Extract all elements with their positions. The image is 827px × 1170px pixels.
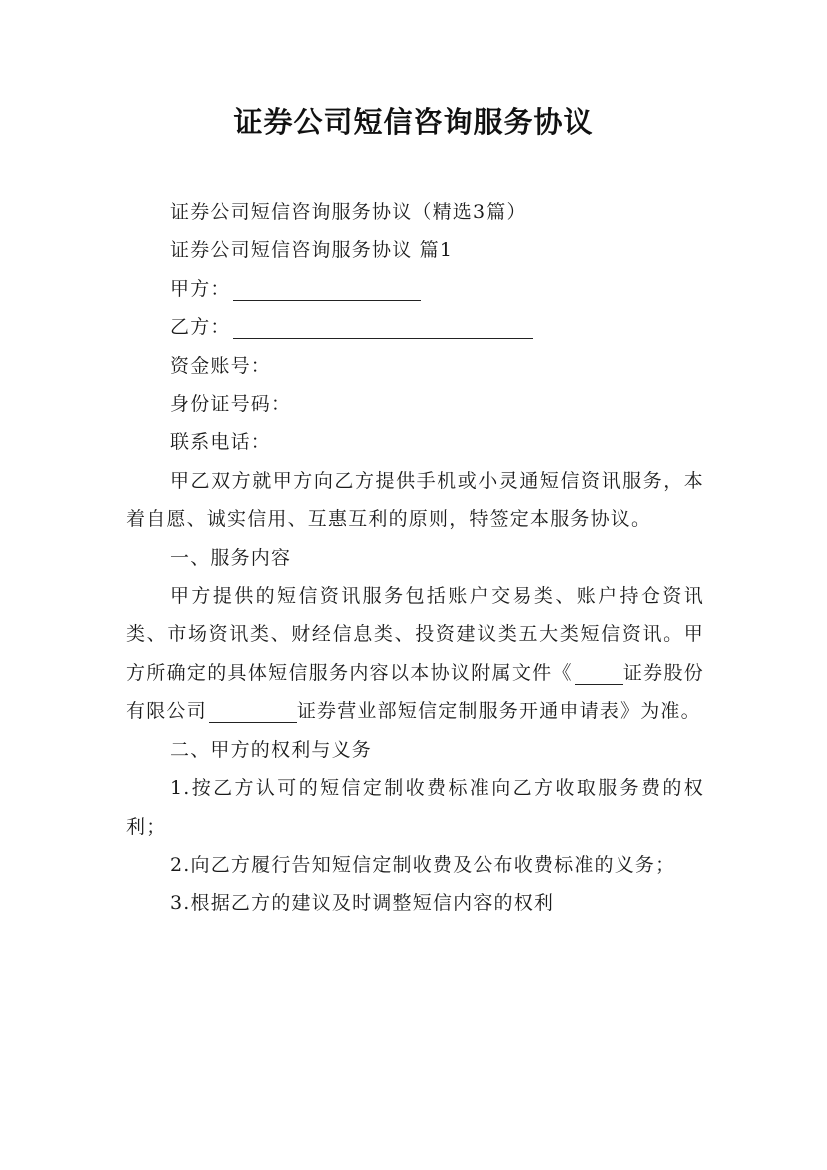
party-a-line: [126, 270, 704, 308]
section1-text-a: 甲方提供的短信资讯服务包括账户交易类、账户持仓资讯类、市场资讯类、财经信息类、投资建议类五大类短信资讯。甲方所确定的具体短信服务内容以本协议附属文件《: [126, 585, 704, 684]
id-number-label: 身份证号码：: [170, 393, 292, 416]
section2-heading: 二、甲方的权利与义务: [170, 738, 373, 761]
section2-item-2: 2.向乙方履行告知短信定制收费及公布收费标准的义务；: [170, 853, 676, 876]
section1-text-c: 证券营业部短信定制服务开通申请表》为准。: [296, 700, 701, 723]
intro-paragraph: 甲乙双方就甲方向乙方提供手机或小灵通短信资讯服务，本着自愿、诚实信用、互惠互利的原则，特签定本服务协议。: [126, 469, 704, 531]
document-body: [126, 193, 704, 923]
phone-label: 联系电话：: [170, 431, 272, 454]
branch-name-blank: [209, 696, 297, 723]
document-title: 证券公司短信咨询服务协议: [233, 105, 594, 139]
section1-text-b: 证券股份有限公司: [126, 661, 704, 723]
account-label: 资金账号：: [170, 354, 272, 377]
company-name-blank: [575, 658, 623, 685]
section1-paragraph: [126, 577, 704, 731]
party-b-line: [126, 308, 704, 346]
party-b-blank: [233, 312, 533, 339]
section1-heading: 一、服务内容: [170, 546, 292, 569]
party-a-blank: [233, 274, 421, 301]
section-heading: 证券公司短信咨询服务协议 篇1: [170, 239, 454, 262]
party-b-label: 乙方：: [170, 316, 231, 339]
party-a-label: 甲方：: [170, 277, 231, 300]
section2-item-3: 3.根据乙方的建议及时调整短信内容的权利: [170, 892, 555, 915]
section2-item-1: 1.按乙方认可的短信定制收费标准向乙方收取服务费的权利；: [126, 777, 704, 838]
document-subtitle: 证券公司短信咨询服务协议（精选3篇）: [170, 201, 527, 223]
